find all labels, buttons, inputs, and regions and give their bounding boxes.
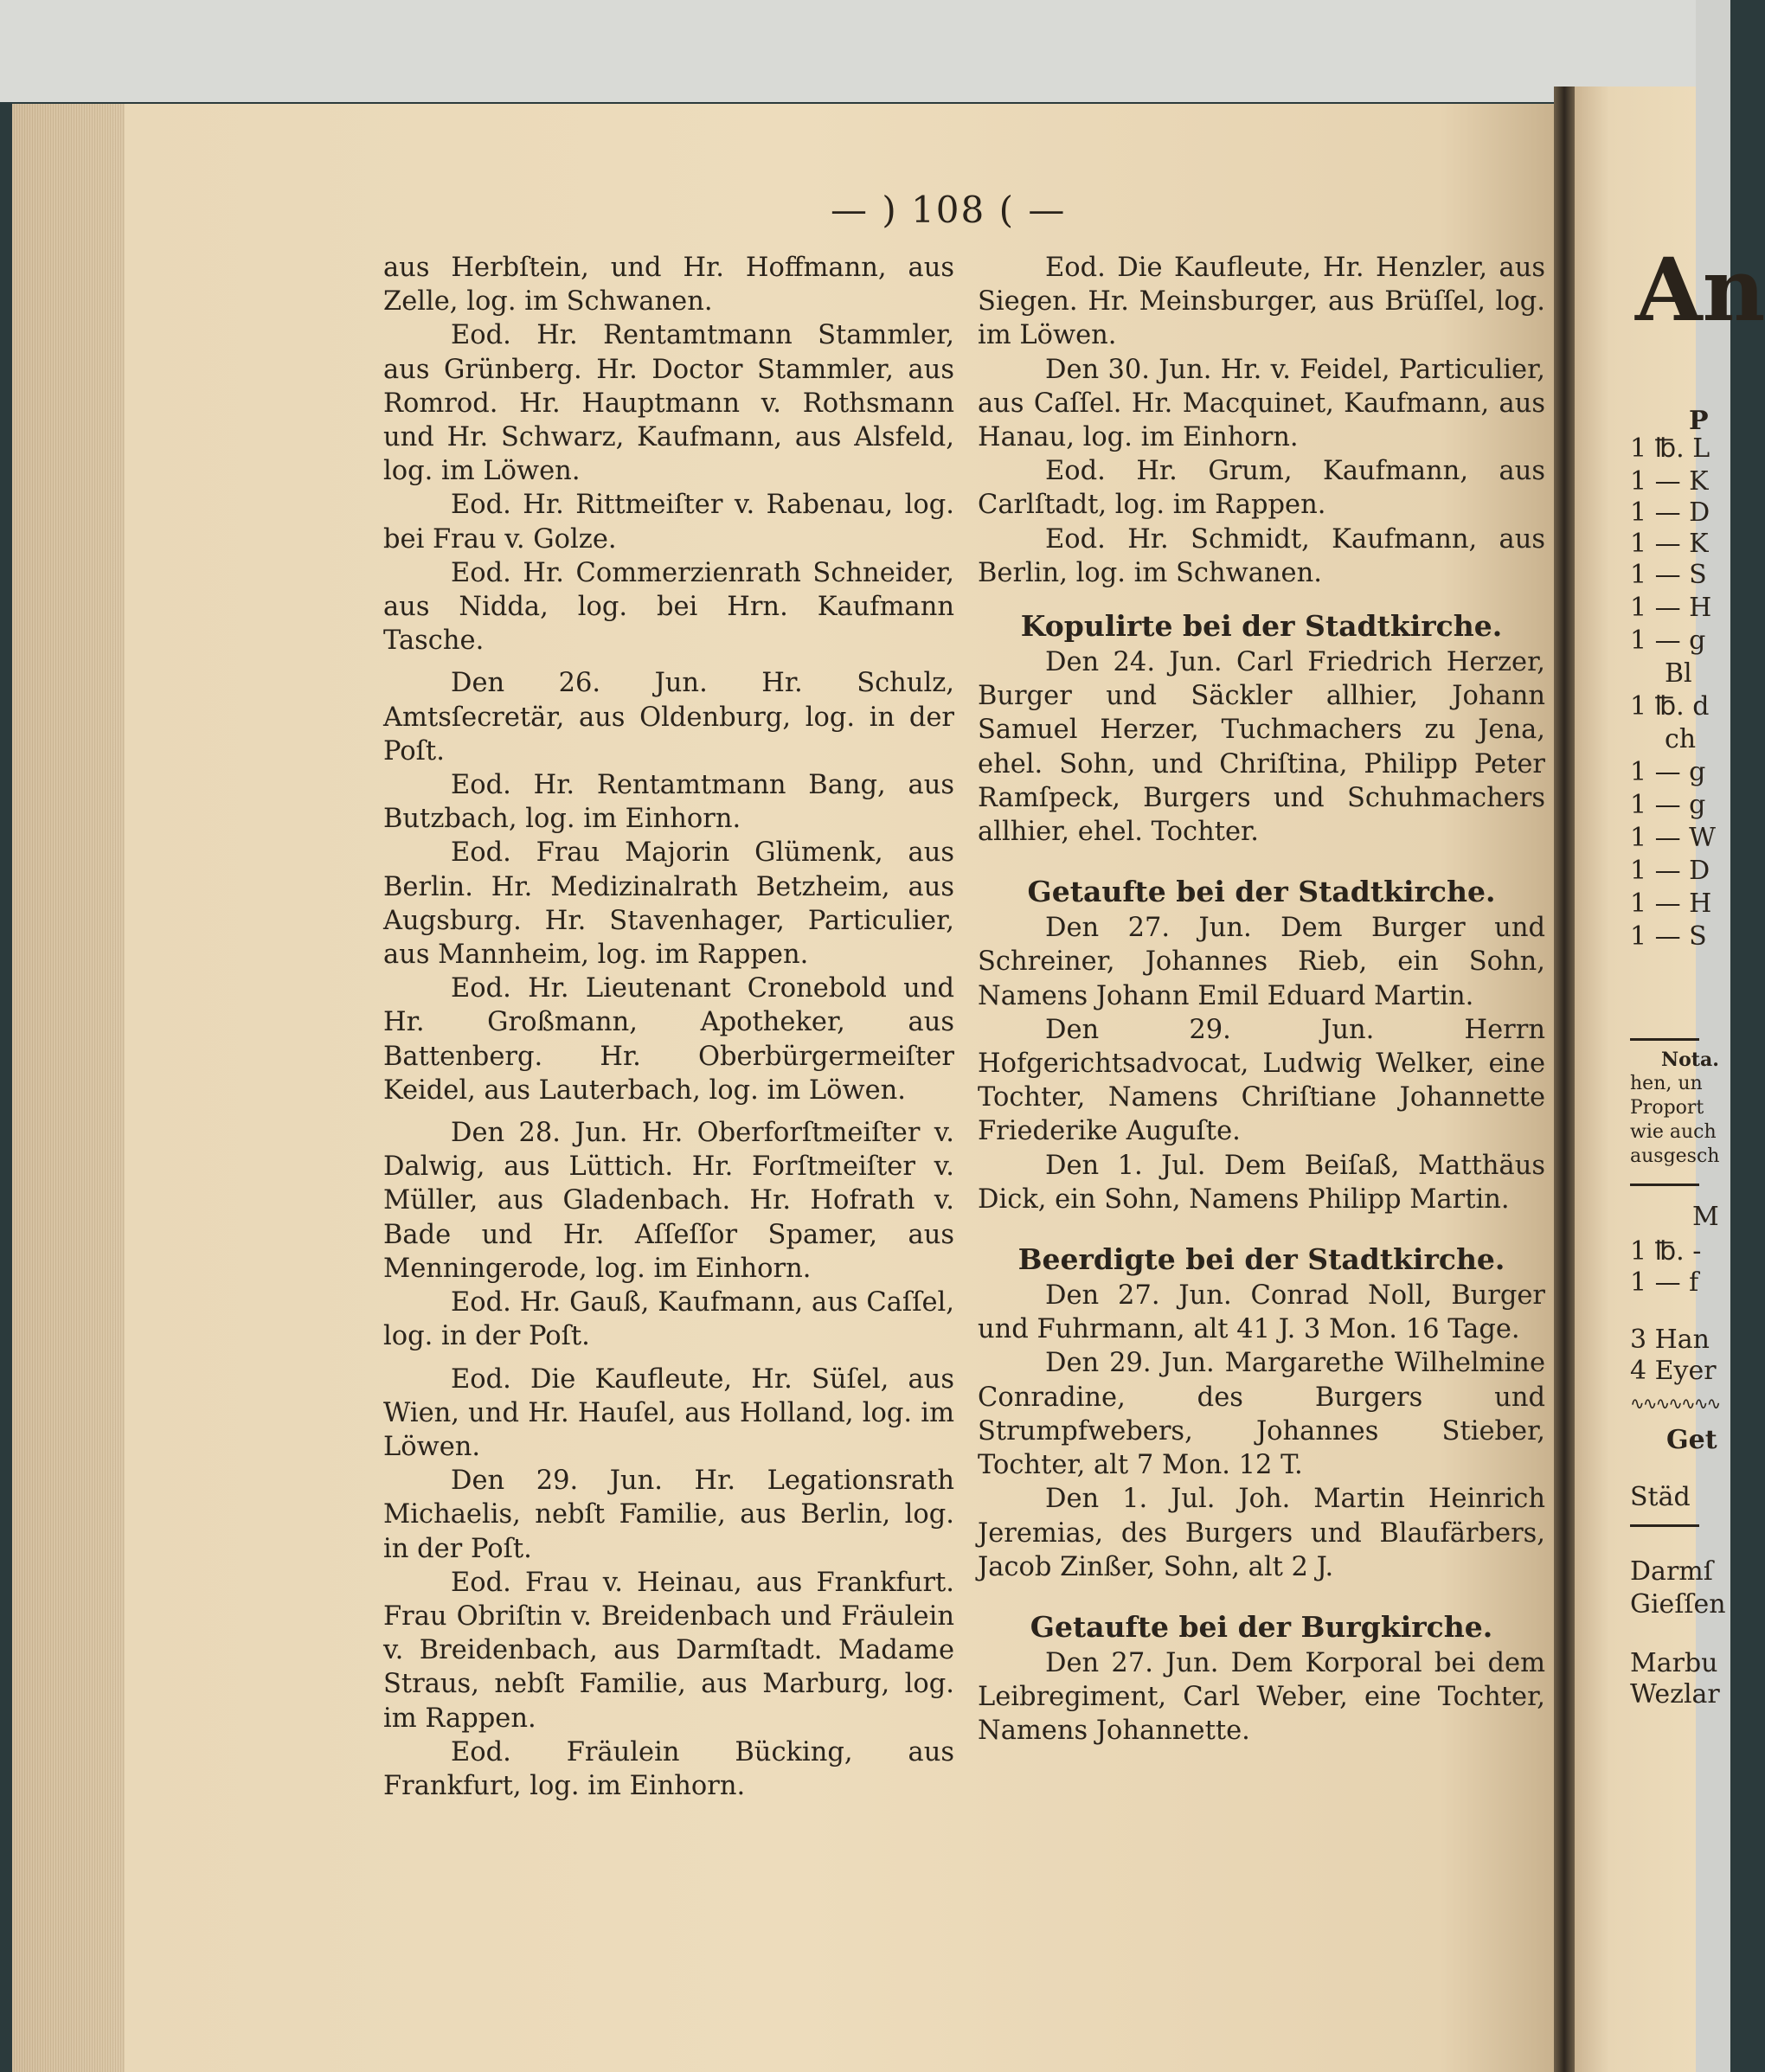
- facing-text-fragment: 1 ℔. -: [1630, 1236, 1702, 1267]
- facing-text-fragment: Proport: [1630, 1097, 1704, 1119]
- facing-text-fragment: 1 — f: [1630, 1267, 1699, 1298]
- facing-text-fragment: 3 Han: [1630, 1325, 1710, 1355]
- page-edges: [12, 104, 125, 2072]
- facing-text-fragment: Bl: [1665, 658, 1692, 689]
- facing-text-fragment: hen, un: [1630, 1073, 1703, 1094]
- facing-text-fragment: 1 — g: [1630, 757, 1706, 787]
- facing-text-fragment: 1 ℔. d: [1630, 691, 1710, 722]
- rule-line: [1630, 1038, 1699, 1041]
- rule-line: [1630, 1184, 1699, 1186]
- section-heading: Getaufte bei der Stadtkirche.: [1027, 875, 1496, 909]
- register-entry: Den 27. Jun. Conrad Noll, Burger und Fuhrmann, alt 41 J. 3 Mon. 16 Tage.: [978, 1280, 1545, 1345]
- facing-text-fragment: 1 — S: [1630, 560, 1707, 590]
- ornamental-rule: ∿∿∿∿∿∿∿: [1630, 1393, 1720, 1414]
- facing-text-fragment: 1 — D: [1630, 856, 1710, 886]
- facing-text-fragment: 1 — K: [1630, 529, 1709, 559]
- entry-paragraph: Eod. Hr. Rentamtmann Stammler, aus Grünberg. Hr. Doctor Stammler, aus Romrod. Hr. Hauptmann v. Rothsmann und Hr. Schwarz, Kaufmann, aus Alsfeld, log. im Löwen.: [383, 320, 954, 487]
- facing-text-fragment: wie auch: [1630, 1121, 1717, 1143]
- entry-paragraph: Eod. Hr. Lieutenant Cronebold und Hr. Großmann, Apotheker, aus Battenberg. Hr. Oberbürgermeiſter Keidel, aus Lauterbach, log. im Löwen.: [383, 973, 954, 1106]
- facing-text-fragment: Darmſ: [1630, 1556, 1713, 1587]
- facing-text-fragment: 1 — S: [1630, 921, 1707, 952]
- facing-text-fragment: Marbu: [1630, 1648, 1718, 1678]
- facing-text-fragment: Nota.: [1661, 1049, 1719, 1071]
- facing-text-fragment: 1 — D: [1630, 497, 1710, 528]
- page-number: — ) 108 ( —: [831, 189, 1067, 231]
- section-heading: Getaufte bei der Burgkirche.: [1030, 1609, 1493, 1644]
- facing-text-fragment: Städ: [1630, 1482, 1691, 1512]
- register-entry: Den 27. Jun. Dem Burger und Schreiner, Johannes Rieb, ein Sohn, Namens Johann Emil Eduard Martin.: [978, 913, 1545, 1011]
- scan-background-top: [0, 0, 1730, 102]
- right-text-column: [978, 251, 1545, 1748]
- facing-text-fragment: 1 — g: [1630, 625, 1706, 656]
- facing-text-fragment: M: [1692, 1202, 1719, 1232]
- entry-paragraph: Eod. Hr. Commerzienrath Schneider, aus Nidda, log. bei Hrn. Kaufmann Tasche.: [383, 557, 954, 657]
- facing-text-fragment: ch: [1665, 724, 1697, 754]
- entry-paragraph: aus Herbſtein, und Hr. Hoffmann, aus Zelle, log. im Schwanen.: [383, 253, 954, 318]
- entry-paragraph: Den 26. Jun. Hr. Schulz, Amtsſecretär, aus Oldenburg, log. in der Poſt.: [383, 668, 954, 767]
- entry-paragraph: Den 30. Jun. Hr. v. Feidel, Particulier, aus Caſſel. Hr. Macquinet, Kaufmann, aus Hanau, log. im Einhorn.: [978, 354, 1545, 453]
- register-entry: Den 29. Jun. Margarethe Wilhelmine Conradine, des Burgers und Strumpfwebers, Johannes Stieber, Tochter, alt 7 Mon. 12 T.: [978, 1348, 1545, 1481]
- facing-text-fragment: 1 ℔. L: [1630, 433, 1710, 464]
- register-entry: Den 24. Jun. Carl Friedrich Herzer, Burger und Säckler allhier, Johann Samuel Herzer, Tuchmachers zu Jena, ehel. Sohn, und Chriſtina, Philipp Peter Ramſpeck, Burgers und Schuhmachers allhier, ehel. Tochter.: [978, 647, 1545, 848]
- entry-paragraph: Eod. Hr. Schmidt, Kaufmann, aus Berlin, log. im Schwanen.: [978, 523, 1545, 588]
- facing-page: [1575, 87, 1765, 2072]
- section-heading: Beerdigte bei der Stadtkirche.: [1017, 1242, 1505, 1277]
- entry-paragraph: Eod. Die Kaufleute, Hr. Süſel, aus Wien, und Hr. Hauſel, aus Holland, log. im Löwen.: [383, 1363, 954, 1462]
- facing-text-fragment: 1 — H: [1630, 593, 1712, 623]
- facing-text-fragment: 4 Eyer: [1630, 1356, 1717, 1386]
- facing-text-fragment: Get: [1666, 1425, 1717, 1455]
- facing-text-fragment: P: [1689, 406, 1709, 436]
- facing-text-fragment: Gieſſen: [1630, 1589, 1726, 1620]
- entry-paragraph: Eod. Hr. Rentamtmann Bang, aus Butzbach, log. im Einhorn.: [383, 770, 954, 835]
- entry-paragraph: Eod. Hr. Grum, Kaufmann, aus Carlſtadt, log. im Rappen.: [978, 456, 1545, 521]
- facing-text-fragment: 1 — K: [1630, 466, 1709, 497]
- entry-paragraph: Eod. Frau Majorin Glümenk, aus Berlin. Hr. Medizinalrath Betzheim, aus Augsburg. Hr. Stavenhager, Particulier, aus Mannheim, log. im Rappen.: [383, 837, 954, 971]
- facing-text-fragment: 1 — W: [1630, 823, 1716, 853]
- entry-paragraph: Eod. Fräulein Bücking, aus Frankfurt, log. im Einhorn.: [383, 1736, 954, 1801]
- book-gutter: [1554, 87, 1575, 2072]
- rule-line: [1630, 1524, 1699, 1527]
- facing-text-fragment: Wezlar: [1630, 1679, 1720, 1710]
- entry-paragraph: Eod. Hr. Gauß, Kaufmann, aus Caſſel, log. in der Poſt.: [383, 1287, 954, 1352]
- facing-text-fragment: 1 — g: [1630, 790, 1706, 820]
- section-heading: Kopulirte bei der Stadtkirche.: [1020, 609, 1503, 644]
- register-entry: Den 29. Jun. Herrn Hofgerichtsadvocat, Ludwig Welker, eine Tochter, Namens Chriſtiane Johannette Friederike Auguſte.: [978, 1014, 1545, 1147]
- register-entry: Den 27. Jun. Dem Korporal bei dem Leibregiment, Carl Weber, eine Tochter, Namens Johannette.: [978, 1647, 1545, 1747]
- register-entry: Den 1. Jul. Joh. Martin Heinrich Jeremias, des Burgers und Blaufärbers, Jacob Zinßer, Sohn, alt 2 J.: [978, 1484, 1545, 1582]
- entry-paragraph: Den 29. Jun. Hr. Legationsrath Michaelis, nebſt Familie, aus Berlin, log. in der Poſt.: [383, 1466, 954, 1564]
- entry-paragraph: Den 28. Jun. Hr. Oberforſtmeiſter v. Dalwig, aus Lüttich. Hr. Forſtmeiſter v. Müller, aus Gladenbach. Hr. Hofrath v. Bade und Hr. Aſſeſſor Spamer, aus Menningerode, log. im Einhorn.: [383, 1118, 954, 1284]
- register-entry: Den 1. Jul. Dem Beiſaß, Matthäus Dick, ein Sohn, Namens Philipp Martin.: [978, 1150, 1545, 1215]
- left-text-column: [383, 251, 954, 1803]
- entry-paragraph: Eod. Frau v. Heinau, aus Frankfurt. Frau Obriſtin v. Breidenbach und Fräulein v. Breidenbach, aus Darmſtadt. Madame Straus, nebſt Familie, aus Marburg, log. im Rappen.: [383, 1567, 954, 1734]
- facing-text-fragment: ausgesch: [1630, 1145, 1720, 1167]
- facing-text-fragment: 1 — H: [1630, 888, 1712, 919]
- facing-title-fragment: An: [1635, 239, 1765, 341]
- entry-paragraph: Eod. Die Kaufleute, Hr. Henzler, aus Siegen. Hr. Meinsburger, aus Brüſſel, log. im Löwen.: [978, 253, 1545, 351]
- entry-paragraph: Eod. Hr. Rittmeiſter v. Rabenau, log. bei Frau v. Golze.: [383, 490, 954, 555]
